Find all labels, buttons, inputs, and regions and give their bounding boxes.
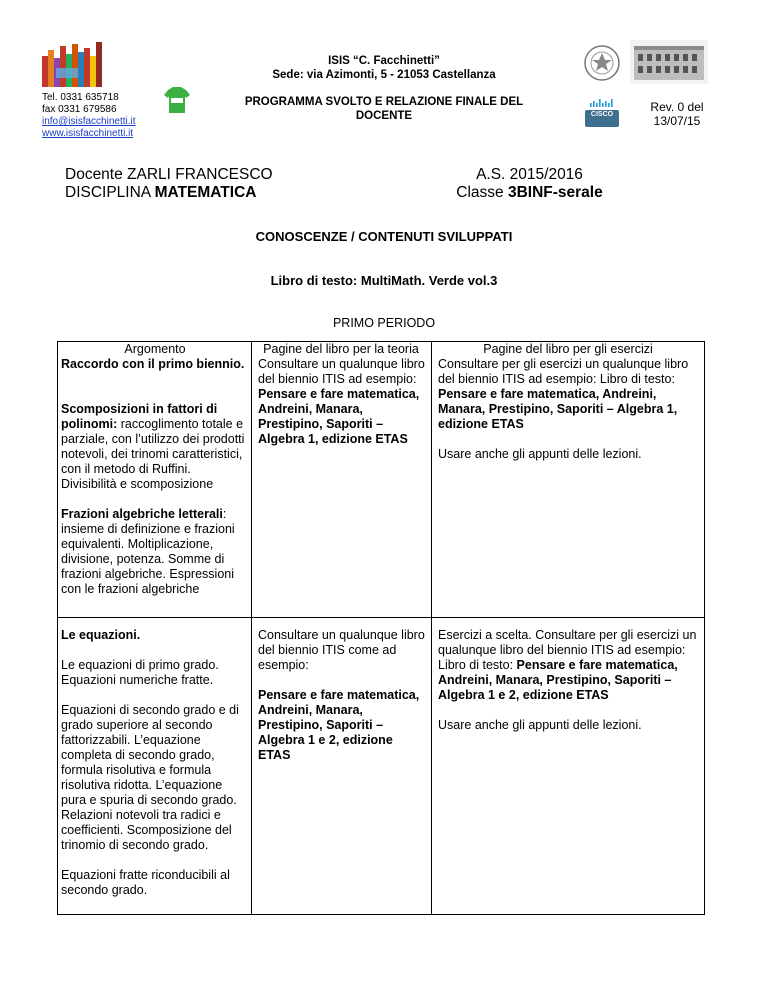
email-link[interactable]: info@isisfacchinetti.it [42, 116, 136, 127]
green-tshirt-logo [162, 84, 192, 116]
program-table [57, 341, 705, 915]
row2-argomento [61, 628, 249, 898]
emblem-logo [583, 44, 621, 82]
tel: Tel. 0331 635718 [42, 92, 119, 103]
equazioni-title: Le equazioni. [61, 628, 141, 642]
row1-esercizi-note: Usare anche gli appunti delle lezioni. [438, 447, 642, 461]
row2-esercizi-book: Pensare e fare matematica, Andreini, Manara, Prestipino, Saporiti – Algebra 1 e 2, edizione ETAS [438, 658, 678, 702]
disciplina-value: MATEMATICA [154, 184, 257, 201]
school-building-photo [630, 40, 708, 84]
row2-teoria-book: Pensare e fare matematica, Andreini, Manara, Prestipino, Saporiti – Algebra 1 e 2, edizione ETAS [258, 688, 420, 762]
disciplina-line [65, 183, 256, 202]
row1-teoria [258, 357, 426, 447]
classe-line [452, 183, 607, 202]
docente-label: Docente [65, 166, 123, 183]
school-logo [42, 42, 106, 87]
scomposizioni-title: Scomposizioni in fattori di polinomi: [61, 402, 218, 431]
doc-title-line1: PROGRAMMA SVOLTO E RELAZIONE FINALE DEL [244, 96, 524, 108]
disciplina-label: DISCIPLINA [65, 184, 151, 201]
period-title: PRIMO PERIODO [332, 316, 436, 330]
textbook: Libro di testo: MultiMath. Verde vol.3 [270, 273, 498, 288]
website-link[interactable]: www.isisfacchinetti.it [42, 128, 134, 139]
row2-esercizi-text: Esercizi a scelta. Consultare per gli esercizi un qualunque libro del biennio ITIS ad esempio: Libro di testo: [438, 628, 697, 672]
row1-argomento [61, 357, 249, 597]
docente-value: ZARLI FRANCESCO [127, 166, 273, 183]
frazioni-title: Frazioni algebriche letterali [61, 507, 223, 521]
cisco-logo [584, 98, 620, 128]
doc-title-line2: DOCENTE [355, 110, 413, 122]
row1-esercizi-text: Consultare per gli esercizi un qualunque libro del biennio ITIS ad esempio: Libro di testo: [438, 357, 689, 386]
revision-line1: Rev. 0 del [650, 100, 704, 114]
equazioni-p3: Equazioni fratte riconducibili al secondo grado. [61, 868, 230, 897]
equazioni-p2: Equazioni di secondo grado e di grado superiore al secondo fattorizzabili. L’equazione completa di secondo grado, formula risolutiva e formula risolutiva ridotta. L’equazione pura e spuria di secondo grado. Relazioni notevoli tra radici e coefficienti. Scomposizione del trinomio di secondo grado. [61, 703, 239, 852]
header-teoria: Pagine del libro per la teoria [263, 342, 419, 356]
row2-esercizi-note: Usare anche gli appunti delle lezioni. [438, 718, 642, 732]
docente-line [65, 165, 273, 184]
row1-teoria-book: Pensare e fare matematica, Andreini, Manara, Prestipino, Saporiti – Algebra 1, edizione ETAS [258, 387, 420, 446]
raccordo-title: Raccordo con il primo biennio. [61, 357, 245, 371]
header-esercizi: Pagine del libro per gli esercizi [483, 342, 653, 356]
row1-teoria-text: Consultare un qualunque libro del biennio ITIS ad esempio: [258, 357, 425, 386]
frazioni-text: : insieme di definizione e frazioni equivalenti. Moltiplicazione, divisione, potenza. Somme di frazioni algebriche. Espressioni con le frazioni algebriche [61, 507, 235, 596]
classe-label: Classe [456, 184, 504, 201]
school-name: ISIS “C. Facchinetti” [328, 55, 440, 67]
school-contacts [42, 92, 162, 140]
row1-esercizi [438, 357, 700, 462]
anno-scolastico: A.S. 2015/2016 [476, 166, 583, 183]
revision-line2: 13/07/15 [653, 114, 701, 128]
row2-teoria [258, 628, 426, 763]
cisco-logo-text: CISCO [590, 111, 614, 118]
section-title: CONOSCENZE / CONTENUTI SVILUPPATI [255, 229, 513, 244]
revision [642, 100, 712, 128]
header-argomento: Argomento [124, 342, 186, 356]
fax: fax 0331 679586 [42, 104, 117, 115]
row2-esercizi [438, 628, 700, 733]
row2-teoria-text: Consultare un qualunque libro del biennio ITIS come ad esempio: [258, 628, 425, 672]
equazioni-p1: Le equazioni di primo grado. Equazioni numeriche fratte. [61, 658, 219, 687]
school-address: Sede: via Azimonti, 5 - 21053 Castellanza [272, 69, 496, 81]
doc-title [214, 95, 554, 123]
row1-esercizi-book: Pensare e fare matematica, Andreini, Manara, Prestipino, Saporiti – Algebra 1, edizione ETAS [438, 387, 678, 431]
classe-value: 3BINF-serale [507, 184, 603, 201]
scomposizioni-text: raccoglimento totale e parziale, con l’utilizzo dei prodotti notevoli, dei trinomi caratteristici, con il metodo di Ruffini. Divisibilità e scomposizione [61, 417, 245, 491]
